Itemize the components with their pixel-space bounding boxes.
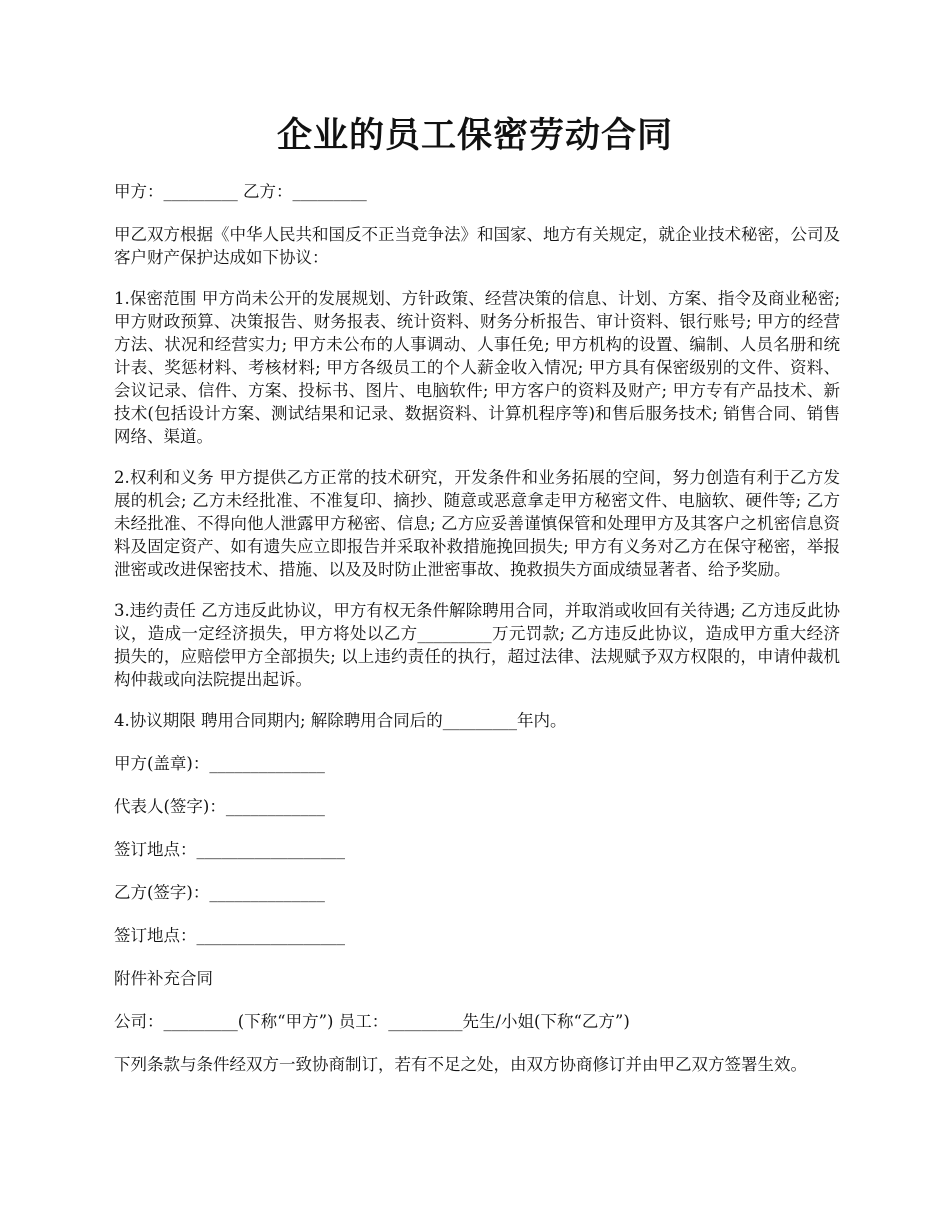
section-confidentiality-scope: 1.保密范围 甲方尚未公开的发展规划、方针政策、经营决策的信息、计划、方案、指令及商业秘密; 甲方财政预算、决策报告、财务报表、统计资料、财务分析报告、审计资料、银行账号; 甲方的经营方法、状况和经营实力; 甲方未公布的人事调动、人事任免; 甲方机构的设置、编制、人员名册和统计表、奖惩材料、考核材料; 甲方各级员工的个人薪金收入情况; 甲方具有保密级别的文件、资料、会议记录、信件、方案、投标书、图片、电脑软件; 甲方客户的资料及财产; 甲方专有产品技术、新技术(包括设计方案、测试结果和记录、数据资料、计算机程序等)和售后服务技术; 销售合同、销售网络、渠道。 [114,289,840,446]
signature-representative: 代表人(签字)：____________ [114,797,325,816]
signature-party-a: 甲方(盖章)：______________ [114,754,325,773]
document-title: 企业的员工保密劳动合同 [276,115,673,156]
parties-line: 甲方：_________ 乙方：_________ [114,182,367,201]
appendix-parties: 公司：_________(下称“甲方”) 员工：_________先生/小姐(下称“乙方”) [114,1012,630,1031]
signature-place-1: 签订地点：__________________ [114,840,345,859]
intro-paragraph: 甲乙双方根据《中华人民共和国反不正当竞争法》和国家、地方有关规定，就企业技术秘密，公司及客户财产保护达成如下协议： [114,225,840,267]
section-rights-obligations: 2.权利和义务 甲方提供乙方正常的技术研究，开发条件和业务拓展的空间，努力创造有利于乙方发展的机会; 乙方未经批准、不准复印、摘抄、随意或恶意拿走甲方秘密文件、电脑软、硬件等; 乙方未经批准、不得向他人泄露甲方秘密、信息; 乙方应妥善谨慎保管和处理甲方及其客户之机密信息资料及固定资产、如有遗失应立即报告并采取补救措施挽回损失; 甲方有义务对乙方在保守秘密，举报泄密或改进保密技术、措施、以及及时防止泄密事故、挽救损失方面成绩显著者、给予奖励。 [114,468,840,579]
appendix-intro: 下列条款与条件经双方一致协商制订，若有不足之处，由双方协商修订并由甲乙双方签署生效。 [114,1055,807,1074]
signature-place-2: 签订地点：__________________ [114,926,345,945]
appendix-title: 附件补充合同 [114,969,213,988]
section-term: 4.协议期限 聘用合同期内; 解除聘用合同后的_________年内。 [114,711,567,730]
document-body [114,180,840,1094]
section-liability: 3.违约责任 乙方违反此协议，甲方有权无条件解除聘用合同，并取消或收回有关待遇; 乙方违反此协议，造成一定经济损失，甲方将处以乙方_________万元罚款; 乙方违反此协议，造成甲方重大经济损失的，应赔偿甲方全部损失; 以上违约责任的执行，超过法律、法规赋予双方权限的，申请仲裁机构仲裁或向法院提出起诉。 [114,601,840,689]
signature-party-b: 乙方(签字)：______________ [114,883,325,902]
